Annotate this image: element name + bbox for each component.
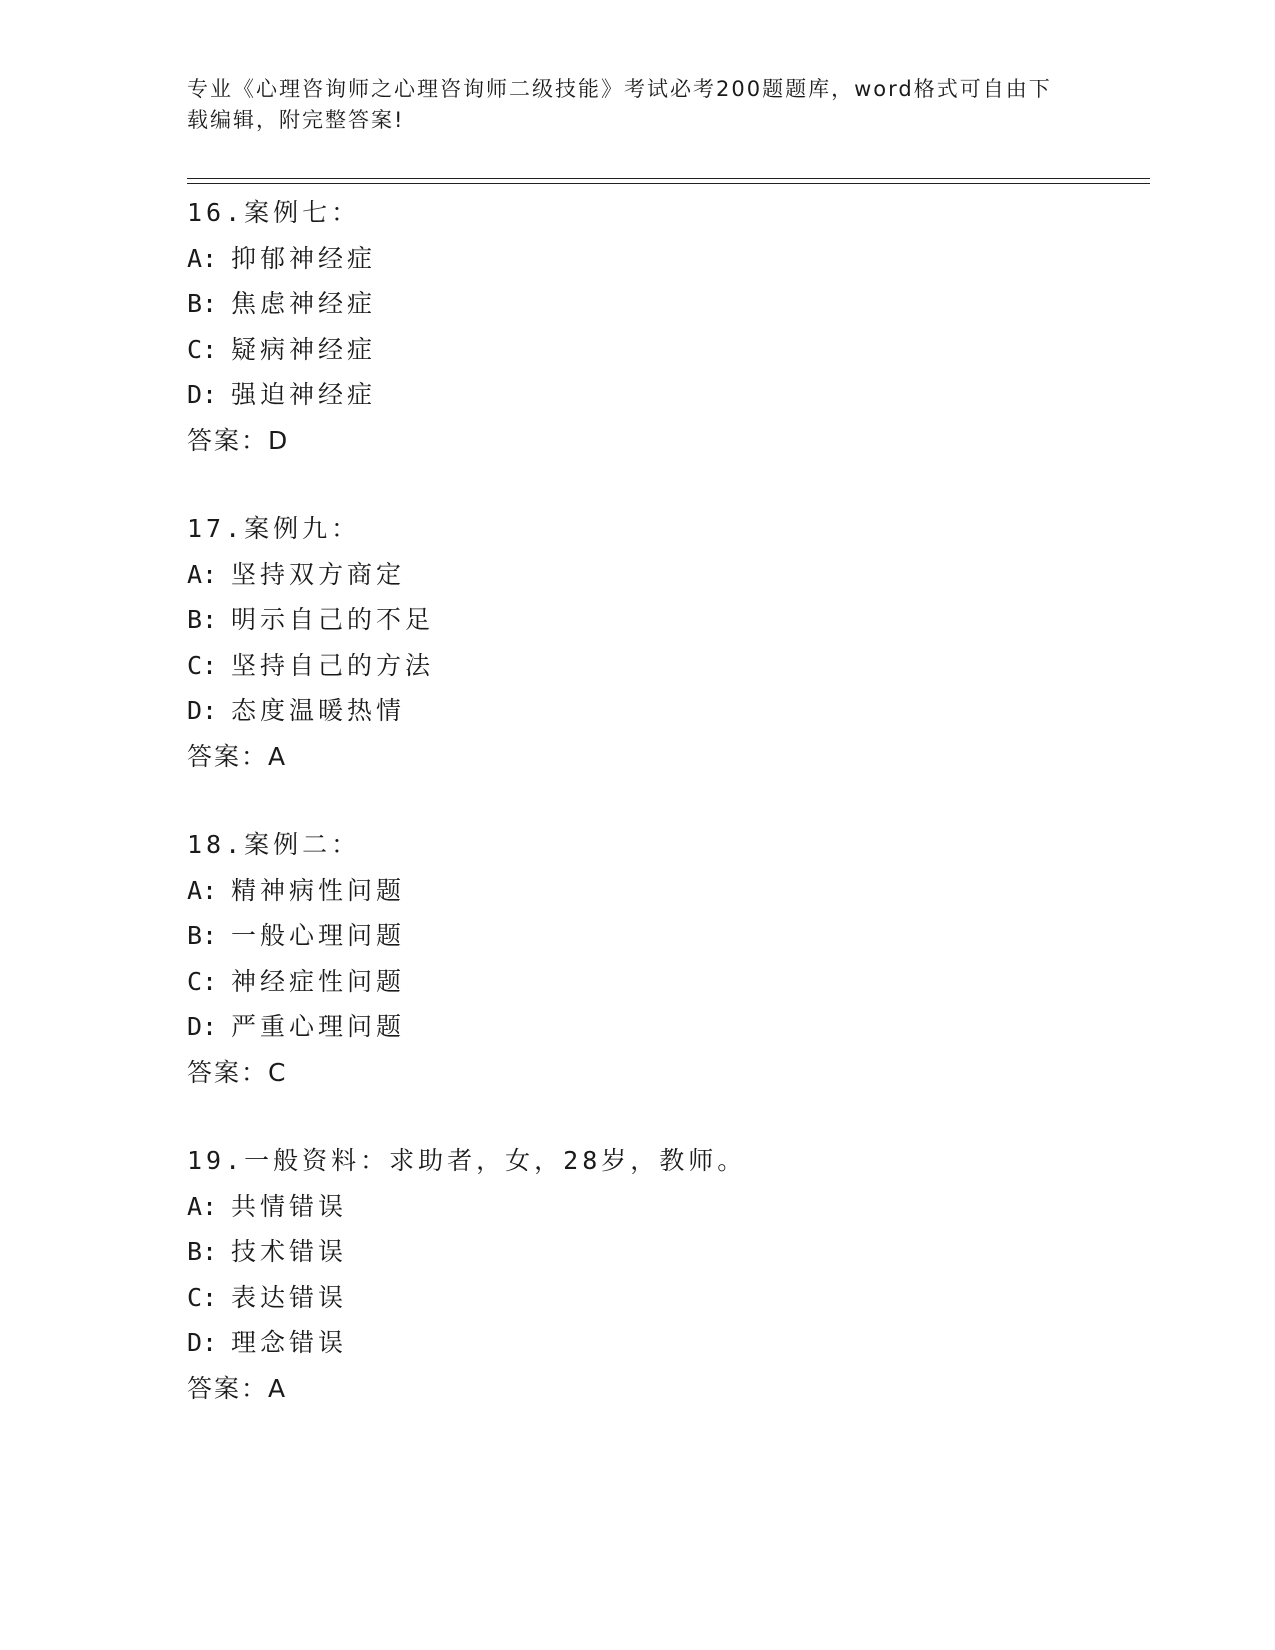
option-letter: B: <box>187 921 218 950</box>
option-letter: D: <box>187 1012 218 1041</box>
option-text: 神经症性问题 <box>231 966 406 996</box>
option-c <box>187 327 1147 373</box>
answer-line: 答案：A <box>187 1373 288 1403</box>
option-text: 精神病性问题 <box>231 875 406 905</box>
option-letter: A: <box>187 559 218 589</box>
question-item <box>187 1138 1147 1411</box>
option-d <box>187 688 1147 734</box>
option-text: 技术错误 <box>231 1237 348 1266</box>
document-header: 专业《心理咨询师之心理咨询师二级技能》考试必考200题题库，word格式可自由下载编辑，附完整答案! <box>187 77 1052 132</box>
option-letter: C: <box>187 1282 218 1312</box>
option-b <box>187 281 1147 327</box>
option-text: 严重心理问题 <box>231 1012 406 1041</box>
question-stem: 16.案例七： <box>187 198 361 227</box>
option-text: 表达错误 <box>231 1282 348 1312</box>
option-text: 焦虑神经症 <box>231 289 377 318</box>
option-text: 强迫神经症 <box>231 380 377 409</box>
option-b <box>187 913 1147 959</box>
option-text: 抑郁神经症 <box>231 243 377 273</box>
option-b <box>187 597 1147 643</box>
option-letter: B: <box>187 289 218 318</box>
question-item <box>187 190 1147 463</box>
option-text: 坚持双方商定 <box>231 559 406 589</box>
option-text: 态度温暖热情 <box>231 696 406 725</box>
option-text: 疑病神经症 <box>231 334 377 364</box>
option-letter: A: <box>187 1191 218 1221</box>
header-divider-bottom <box>187 183 1150 184</box>
option-text: 理念错误 <box>231 1328 348 1357</box>
option-d <box>187 1320 1147 1366</box>
header-divider-top <box>187 178 1150 179</box>
option-letter: D: <box>187 696 218 725</box>
option-letter: D: <box>187 1328 218 1357</box>
option-text: 一般心理问题 <box>231 921 406 950</box>
option-letter: B: <box>187 1237 218 1266</box>
option-a <box>187 236 1147 282</box>
question-list <box>187 190 1147 1411</box>
question-item <box>187 506 1147 779</box>
answer-line: 答案：A <box>187 741 288 771</box>
option-letter: D: <box>187 380 218 409</box>
option-letter: C: <box>187 966 218 996</box>
option-letter: C: <box>187 650 218 680</box>
option-c <box>187 643 1147 689</box>
option-text: 共情错误 <box>231 1191 348 1221</box>
option-d <box>187 1004 1147 1050</box>
question-stem: 17.案例九： <box>187 514 361 543</box>
option-a <box>187 1184 1147 1230</box>
answer-line: 答案：C <box>187 1057 288 1087</box>
option-letter: C: <box>187 334 218 364</box>
option-c <box>187 959 1147 1005</box>
option-a <box>187 868 1147 914</box>
question-item <box>187 822 1147 1095</box>
question-stem: 18.案例二： <box>187 830 361 859</box>
option-letter: A: <box>187 243 218 273</box>
option-text: 明示自己的不足 <box>231 605 435 634</box>
question-stem: 19.一般资料：求助者，女，28岁，教师。 <box>187 1146 747 1175</box>
option-c <box>187 1275 1147 1321</box>
option-letter: A: <box>187 875 218 905</box>
option-text: 坚持自己的方法 <box>231 650 435 680</box>
answer-line: 答案：D <box>187 425 290 455</box>
option-a <box>187 552 1147 598</box>
option-letter: B: <box>187 605 218 634</box>
option-d <box>187 372 1147 418</box>
option-b <box>187 1229 1147 1275</box>
